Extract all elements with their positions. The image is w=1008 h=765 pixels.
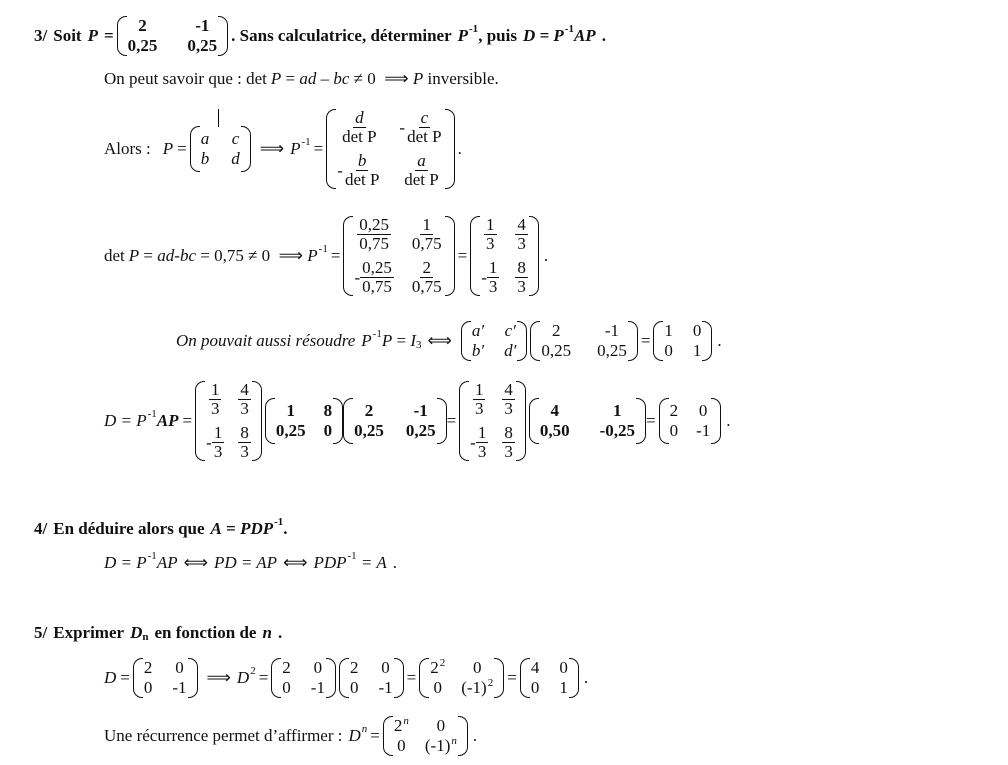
punct: . [726, 411, 731, 430]
matrix-cell: 0,25 [405, 421, 436, 440]
math-expr: AP [156, 411, 179, 430]
recurrence-line [104, 713, 477, 759]
matrix-cell: -1 [696, 421, 711, 440]
fraction: $\frac{a}{\text{det P}}$ [404, 151, 439, 189]
question-text: . Sans calculatrice, déterminer [231, 26, 452, 45]
math-op: = [646, 411, 656, 430]
inverse-formula-line [104, 103, 462, 195]
math-sup: -1 [301, 136, 311, 148]
math-op: = [139, 246, 158, 265]
math-op: = [457, 246, 468, 265]
math-op: = [406, 668, 417, 687]
math-expr: AP [156, 553, 178, 572]
math-op: = [330, 246, 341, 265]
matrix-cell: -1 [604, 321, 620, 340]
math-op: ⟺ [427, 331, 452, 350]
matrix-cell: 0 [664, 341, 673, 360]
question-3 [34, 14, 606, 58]
math-op: - [399, 117, 406, 137]
matrix-inverse-fractions [343, 216, 454, 296]
math-expr: PDP [240, 519, 274, 538]
matrix-general [190, 126, 251, 172]
matrix-cell: 2 [669, 401, 679, 420]
math-op: = [446, 411, 457, 430]
math-var: P [87, 26, 98, 45]
math-var: P [412, 69, 424, 88]
matrix-cell: d [231, 149, 240, 168]
body-text: det [104, 246, 125, 265]
math-var: P [290, 139, 301, 158]
fraction: $\frac{0,25}{0,75}$ [362, 258, 392, 296]
matrix-cell: -1 [413, 401, 428, 420]
math-var: P [128, 246, 140, 265]
matrix-cell: 2 [138, 16, 147, 35]
math-var: P [457, 26, 469, 45]
matrix-D [339, 658, 404, 698]
math-op: = [507, 668, 517, 687]
math-op: ⟹ [206, 668, 231, 687]
matrix-inverse-simplified [470, 216, 539, 296]
math-op: - [470, 432, 476, 452]
matrix-P [530, 321, 638, 361]
matrix-cell: 0 [472, 658, 482, 677]
matrix-cell: 2 [282, 658, 291, 677]
fraction: $\frac{1}{0,75}$ [411, 215, 442, 253]
fraction: $\frac{1}{3}$ [477, 423, 487, 461]
math-sup: -1 [318, 243, 328, 255]
math-var: P [381, 331, 393, 350]
matrix-cell: 4 [550, 401, 559, 420]
matrix-cell: 2 [143, 658, 153, 677]
question-5 [34, 622, 282, 644]
matrix-cell: 0,25 [597, 341, 627, 360]
fraction: $\frac{1}{3}$ [210, 380, 220, 418]
matrix-cell: 0 [698, 401, 708, 420]
math-op: = [221, 519, 241, 538]
math-sup: -1 [147, 550, 157, 562]
matrix-inverse-formula [326, 109, 454, 189]
math-var: P [270, 69, 282, 88]
matrix-cell: $(-1)^n$ [424, 735, 457, 755]
matrix-cell: 0,25 [275, 421, 306, 440]
fraction: $\frac{2}{0,75}$ [411, 258, 442, 296]
matrix-cell: 0,25 [187, 36, 218, 55]
matrix-P [343, 398, 447, 444]
math-var: bc [333, 69, 350, 88]
matrix-cell: 1 [286, 401, 295, 420]
fraction: $\frac{4}{3}$ [517, 215, 526, 253]
matrix-cell: 0 [175, 658, 184, 677]
math-var: I [410, 331, 416, 350]
punct: . [283, 519, 288, 538]
fraction: $\frac{1}{3}$ [486, 215, 495, 253]
body-text: Alors : [104, 139, 151, 158]
math-var: P [162, 139, 174, 158]
math-var: D [236, 668, 250, 687]
punct: . [392, 553, 397, 572]
matrix-cell: 1 [613, 401, 622, 420]
math-expr: D = P [522, 26, 564, 45]
matrix-D [133, 658, 198, 698]
matrix-cell: 8 [323, 401, 333, 420]
question-text: , puis [478, 26, 517, 45]
fraction: $\frac{b}{\text{det P}}$ [344, 151, 380, 189]
matrix-cell: c [231, 129, 240, 148]
math-op: - [206, 432, 212, 452]
math-op: - [174, 246, 180, 265]
matrix-cell: 0 [349, 678, 359, 697]
matrix-cell: -1 [195, 16, 210, 35]
punct: . [472, 726, 478, 745]
math-op: - [481, 267, 487, 287]
fraction: $\frac{4}{3}$ [240, 380, 249, 418]
math-op: = [177, 139, 187, 158]
punct: . [457, 139, 462, 158]
fraction: $\frac{1}{3}$ [474, 380, 484, 418]
matrix-cell: 1 [664, 321, 673, 340]
math-op: = [281, 69, 300, 88]
matrix-cell: 0 [433, 678, 442, 697]
matrix-cell: 0 [282, 678, 291, 697]
math-op: = [640, 331, 651, 350]
question-text: En déduire alors que [53, 519, 205, 538]
fraction: $\frac{c}{\text{det P}}$ [407, 108, 442, 146]
matrix-cell: 2$^n$ [393, 715, 409, 735]
math-expr: PDP [313, 553, 347, 572]
matrix-cell: 0 [530, 678, 540, 697]
math-op: = [370, 726, 380, 745]
punct: . [717, 331, 722, 350]
math-var: D [348, 726, 361, 745]
matrix-cell: 0 [313, 658, 323, 677]
math-var: ad [157, 246, 175, 265]
math-op: = [120, 668, 130, 687]
matrix-cell: b [200, 149, 210, 168]
fraction: $\frac{0,25}{0,75}$ [359, 215, 390, 253]
matrix-cell: -1 [310, 678, 325, 697]
math-var: P [361, 331, 372, 350]
math-sup: -1 [274, 516, 284, 528]
math-var: ad [299, 69, 317, 88]
body-text: On peut savoir que : det [104, 69, 267, 88]
math-expr: AP [573, 26, 596, 45]
math-expr: D = P [104, 411, 147, 430]
matrix-P [117, 16, 229, 56]
matrix-cell: 0,25 [541, 341, 572, 360]
math-op: ⟺ [183, 553, 208, 572]
det-condition-line [104, 68, 499, 90]
fraction: $\frac{d}{\text{det P}}$ [342, 108, 377, 146]
math-op: – [316, 69, 334, 88]
math-sup: -1 [372, 328, 382, 340]
math-op: = [182, 411, 193, 430]
matrix-cell: 0 [559, 658, 568, 677]
matrix-D [659, 398, 722, 444]
fraction: $\frac{8}{3}$ [517, 258, 526, 296]
math-sup: -1 [347, 550, 357, 562]
matrix-power-n [383, 716, 468, 756]
matrix-cell: 0 [397, 736, 406, 755]
matrix-result [520, 658, 579, 698]
matrix-cell: 0 [143, 678, 153, 697]
math-expr: D = P [104, 553, 147, 572]
matrix-cell: -1 [378, 678, 393, 697]
matrix-cell: b′ [471, 341, 485, 360]
matrix-cell: 0 [381, 658, 390, 677]
math-expr: PD = AP [213, 553, 278, 572]
matrix-cell: 0 [323, 421, 333, 440]
D-squared-line [104, 655, 588, 701]
matrix-cell: 2 [551, 321, 561, 340]
math-sub: n [142, 631, 149, 643]
matrix-cell: 0 [669, 421, 679, 440]
matrix-cell: 0,25 [354, 421, 384, 440]
math-op: ⟹ [259, 139, 285, 158]
fraction: $\frac{8}{3}$ [240, 423, 249, 461]
matrix-cell: 2 [349, 658, 359, 677]
matrix-cell: a [200, 129, 210, 148]
matrix-unknown [461, 321, 527, 361]
math-var: P [307, 246, 318, 265]
question-number: 5/ [34, 623, 48, 642]
question-text: en fonction de [154, 623, 257, 642]
body-text: On pouvait aussi résoudre [176, 331, 356, 350]
math-op: = [103, 26, 114, 45]
deduction-line [104, 552, 397, 574]
math-var: bc [179, 246, 196, 265]
fraction: $\frac{1}{3}$ [488, 258, 498, 296]
matrix-cell: d′ [504, 341, 517, 360]
fraction: $\frac{1}{3}$ [213, 423, 223, 461]
math-op: - [354, 267, 361, 287]
matrix-cell: 2 [364, 401, 374, 420]
matrix-cell: $2^2$ [430, 657, 446, 677]
matrix-cell: a′ [471, 321, 485, 340]
body-text: inversible. [423, 69, 499, 88]
math-op: ≠ 0 ⟹ [349, 69, 413, 88]
matrix-identity [653, 321, 712, 361]
math-var: A [210, 519, 222, 538]
math-var: n [262, 623, 272, 642]
punct: . [583, 668, 589, 687]
math-var: D [104, 668, 117, 687]
matrix-cell: 4 [530, 658, 540, 677]
fraction: $\frac{4}{3}$ [504, 380, 513, 418]
question-4 [34, 518, 288, 540]
math-sup: 2 [250, 665, 256, 677]
math-sup: n [361, 723, 368, 735]
matrix-A [265, 398, 343, 444]
math-op: - [337, 160, 343, 180]
math-sup: -1 [564, 23, 574, 35]
math-sup: -1 [147, 408, 157, 420]
matrix-cell: 1 [559, 678, 568, 697]
compute-D-line [104, 375, 731, 467]
punct: . [277, 623, 283, 642]
punct: . [543, 246, 549, 265]
alternative-line [176, 318, 722, 364]
matrix-cell: 0 [692, 321, 702, 340]
math-op: = [313, 139, 324, 158]
math-op: = [392, 331, 411, 350]
math-op: = [258, 668, 269, 687]
matrix-cell: 0,25 [127, 36, 158, 55]
question-text: Exprimer [53, 623, 125, 642]
math-sup: -1 [469, 23, 479, 35]
matrix-P-inverse [195, 381, 262, 461]
fraction: $\frac{8}{3}$ [504, 423, 513, 461]
punct: . [601, 26, 606, 45]
math-sub: 3 [416, 339, 422, 351]
matrix-AP [529, 398, 646, 444]
matrix-cell: 1 [692, 341, 702, 360]
math-op: ⟺ [283, 553, 308, 572]
question-word: Soit [53, 26, 82, 45]
body-text: Une récurrence permet d’affirmer : [104, 726, 343, 745]
inverse-numeric-line [104, 210, 548, 302]
matrix-D [271, 658, 336, 698]
math-expr: = A [356, 553, 387, 572]
matrix-cell: 0,50 [539, 421, 570, 440]
math-op: = 0,75 ≠ 0 ⟹ [195, 246, 308, 265]
matrix-cell: $(-1)^2$ [461, 677, 494, 697]
math-var: D [130, 623, 143, 642]
matrix-P-inverse [459, 381, 526, 461]
question-number: 4/ [34, 519, 48, 538]
matrix-cell: 0 [436, 716, 446, 735]
matrix-cell: -1 [172, 678, 187, 697]
question-number: 3/ [34, 26, 48, 45]
matrix-cell: -0,25 [599, 421, 635, 440]
matrix-power-2 [419, 658, 504, 698]
matrix-cell: c′ [504, 321, 516, 340]
